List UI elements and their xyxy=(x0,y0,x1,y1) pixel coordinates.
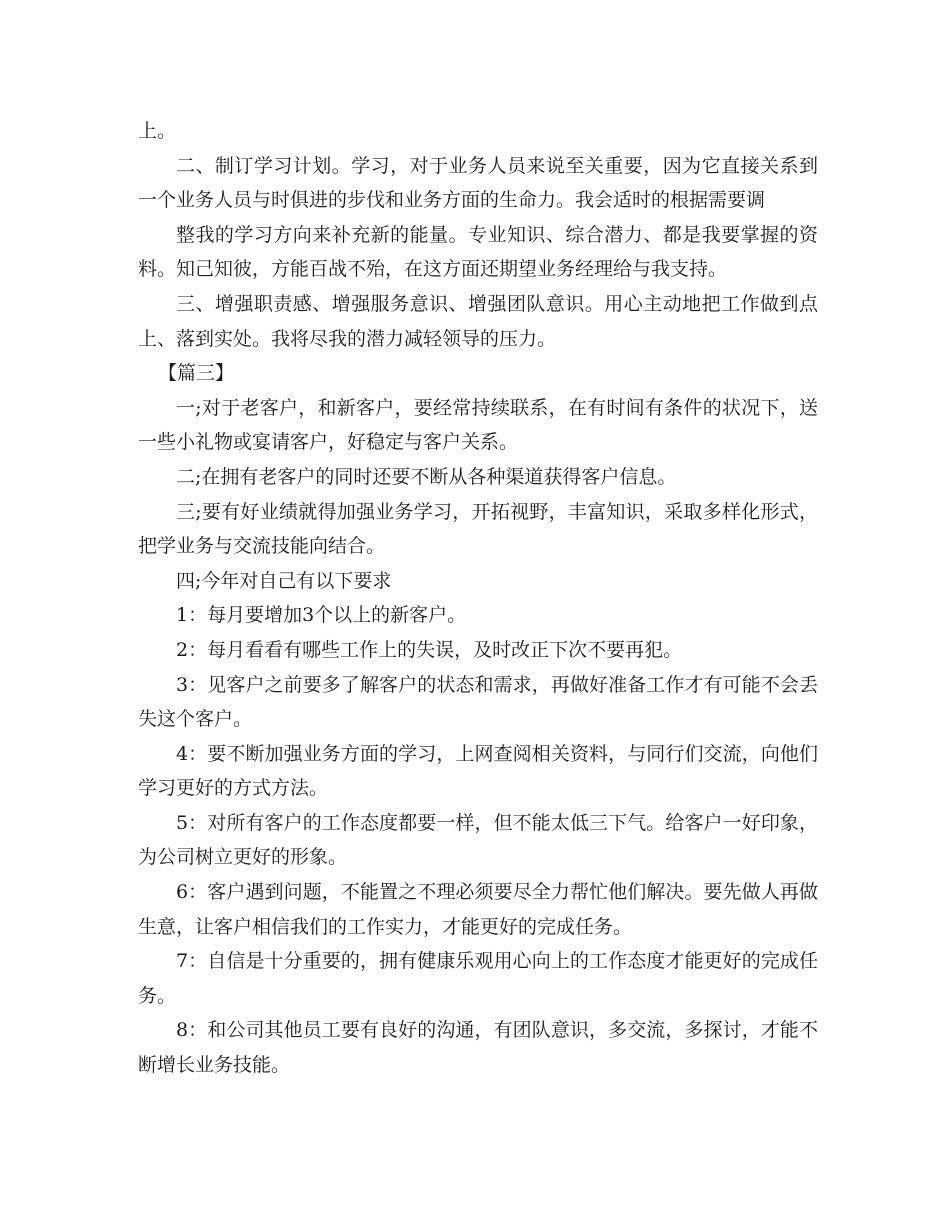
paragraph-responsibility: 三、增强职责感、增强服务意识、增强团队意识。用心主动地把工作做到点上、落到实处。我将尽我的潜力减轻领导的压力。 xyxy=(138,292,818,350)
list-item-requirement-8: 8：和公司其他员工要有良好的沟通，有团队意识，多交流，多探讨，才能不断增长业务技能。 xyxy=(138,1019,818,1077)
list-item-requirement-7: 7：自信是十分重要的，拥有健康乐观用心向上的工作态度才能更好的完成任务。 xyxy=(138,950,818,1007)
list-item-requirement-6: 6：客户遇到问题，不能置之不理必须要尽全力帮忙他们解决。要先做人再做生意，让客户相信我们的工作实力，才能更好的完成任务。 xyxy=(138,881,818,938)
list-item-requirement-3: 3：见客户之前要多了解客户的状态和需求，再做好准备工作才有可能不会丢失这个客户。 xyxy=(138,673,818,731)
paragraph-study-plan: 二、制订学习计划。学习，对于业务人员来说至关重要，因为它直接关系到一个业务人员与时俱进的步伐和业务方面的生命力。我会适时的根据需要调 xyxy=(138,154,818,212)
document-body xyxy=(138,114,818,1083)
paragraph-item-two: 二;在拥有老客户的同时还要不断从各种渠道获得客户信息。 xyxy=(176,465,677,488)
paragraph-item-one: 一;对于老客户，和新客户，要经常持续联系，在有时间有条件的状况下，送一些小礼物或宴请客户，好稳定与客户关系。 xyxy=(138,396,818,454)
list-item-requirement-1: 1：每月要增加3个以上的新客户。 xyxy=(176,604,467,627)
section-heading-part-three: 【篇三】 xyxy=(158,362,235,385)
paragraph-item-three: 三;要有好业绩就得加强业务学习，开拓视野，丰富知识，采取多样化形式，把学业务与交流技能向结合。 xyxy=(138,500,818,558)
list-item-requirement-5: 5：对所有客户的工作态度都要一样，但不能太低三下气。给客户一好印象，为公司树立更好的形象。 xyxy=(138,811,818,869)
list-item-requirement-4: 4：要不断加强业务方面的学习，上网查阅相关资料，与同行们交流，向他们学习更好的方式方法。 xyxy=(138,742,818,800)
paragraph-item-four: 四;今年对自己有以下要求 xyxy=(176,569,392,592)
list-item-requirement-2: 2：每月看看有哪些工作上的失误，及时改正下次不要再犯。 xyxy=(176,638,683,661)
paragraph-continuation: 上。 xyxy=(138,120,177,142)
paragraph-study-direction: 整我的学习方向来补充新的能量。专业知识、综合潜力、都是我要掌握的资料。知己知彼，方能百战不殆，在这方面还期望业务经理给与我支持。 xyxy=(138,223,818,281)
